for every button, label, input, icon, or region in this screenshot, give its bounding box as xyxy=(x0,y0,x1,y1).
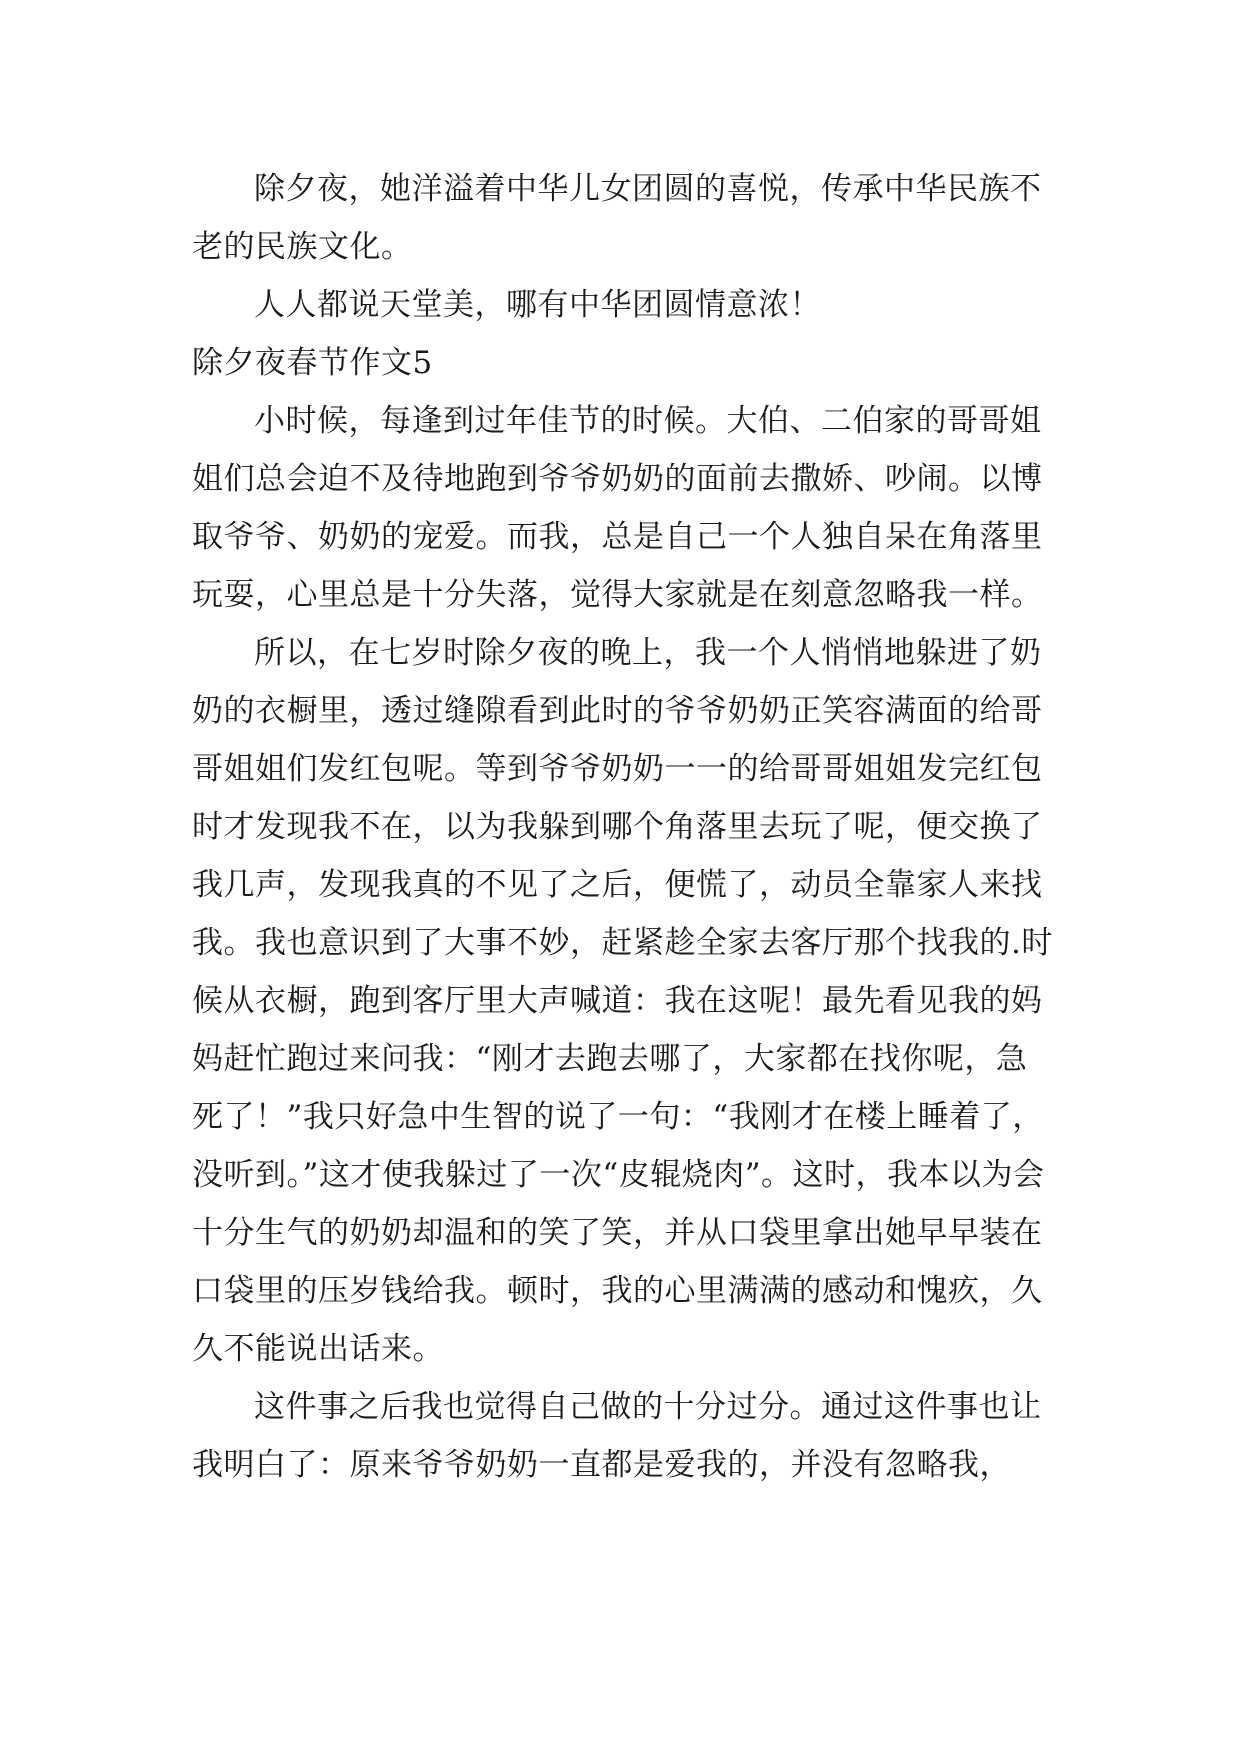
essay-title: 除夕夜春节作文5 xyxy=(192,345,433,381)
paragraph-childhood: 小时候，每逢到过年佳节的时候。大伯、二伯家的哥哥姐姐们总会迫不及待地跑到爷爷奶奶的面前去撒娇、吵闹。以博取爷爷、奶奶的宠爱。而我，总是自己一个人独自呆在角落里玩耍，心里总是十分失落，觉得大家就是在刻意忽略我一样。 xyxy=(192,403,1043,613)
paragraph-reflection: 这件事之后我也觉得自己做的十分过分。通过这件事也让我明白了：原来爷爷奶奶一直都是爱我的，并没有忽略我， xyxy=(192,1389,1042,1483)
paragraph-closing-line: 人人都说天堂美，哪有中华团圆情意浓！ xyxy=(254,287,821,323)
paragraph-wardrobe-story: 所以，在七岁时除夕夜的晚上，我一个人悄悄地躲进了奶奶的衣橱里，透过缝隙看到此时的爷爷奶奶正笑容满面的给哥哥姐姐们发红包呢。等到爷爷奶奶一一的给哥哥姐姐发完红包时才发现我不在，以为我躲到哪个角落里去玩了呢，便交换了我几声，发现我真的不见了之后，便慌了，动员全靠家人来找我。我也意识到了大事不妙，赶紧趁全家去客厅那个找我的.时候从衣橱，跑到客厅里大声喊道：我在这呢！最先看见我的妈妈赶忙跑过来问我：“刚才去跑去哪了，大家都在找你呢，急死了！”我只好急中生智的说了一句：“我刚才在楼上睡着了，没听到。”这才使我躲过了一次“皮辊烧肉”。这时，我本以为会十分生气的奶奶却温和的笑了笑，并从口袋里拿出她早早装在口袋里的压岁钱给我。顿时，我的心里满满的感动和愧疚，久久不能说出话来。 xyxy=(192,635,1053,1367)
paragraph-intro: 除夕夜，她洋溢着中华儿女团圆的喜悦，传承中华民族不老的民族文化。 xyxy=(192,171,1042,265)
document-body xyxy=(192,160,1054,1494)
